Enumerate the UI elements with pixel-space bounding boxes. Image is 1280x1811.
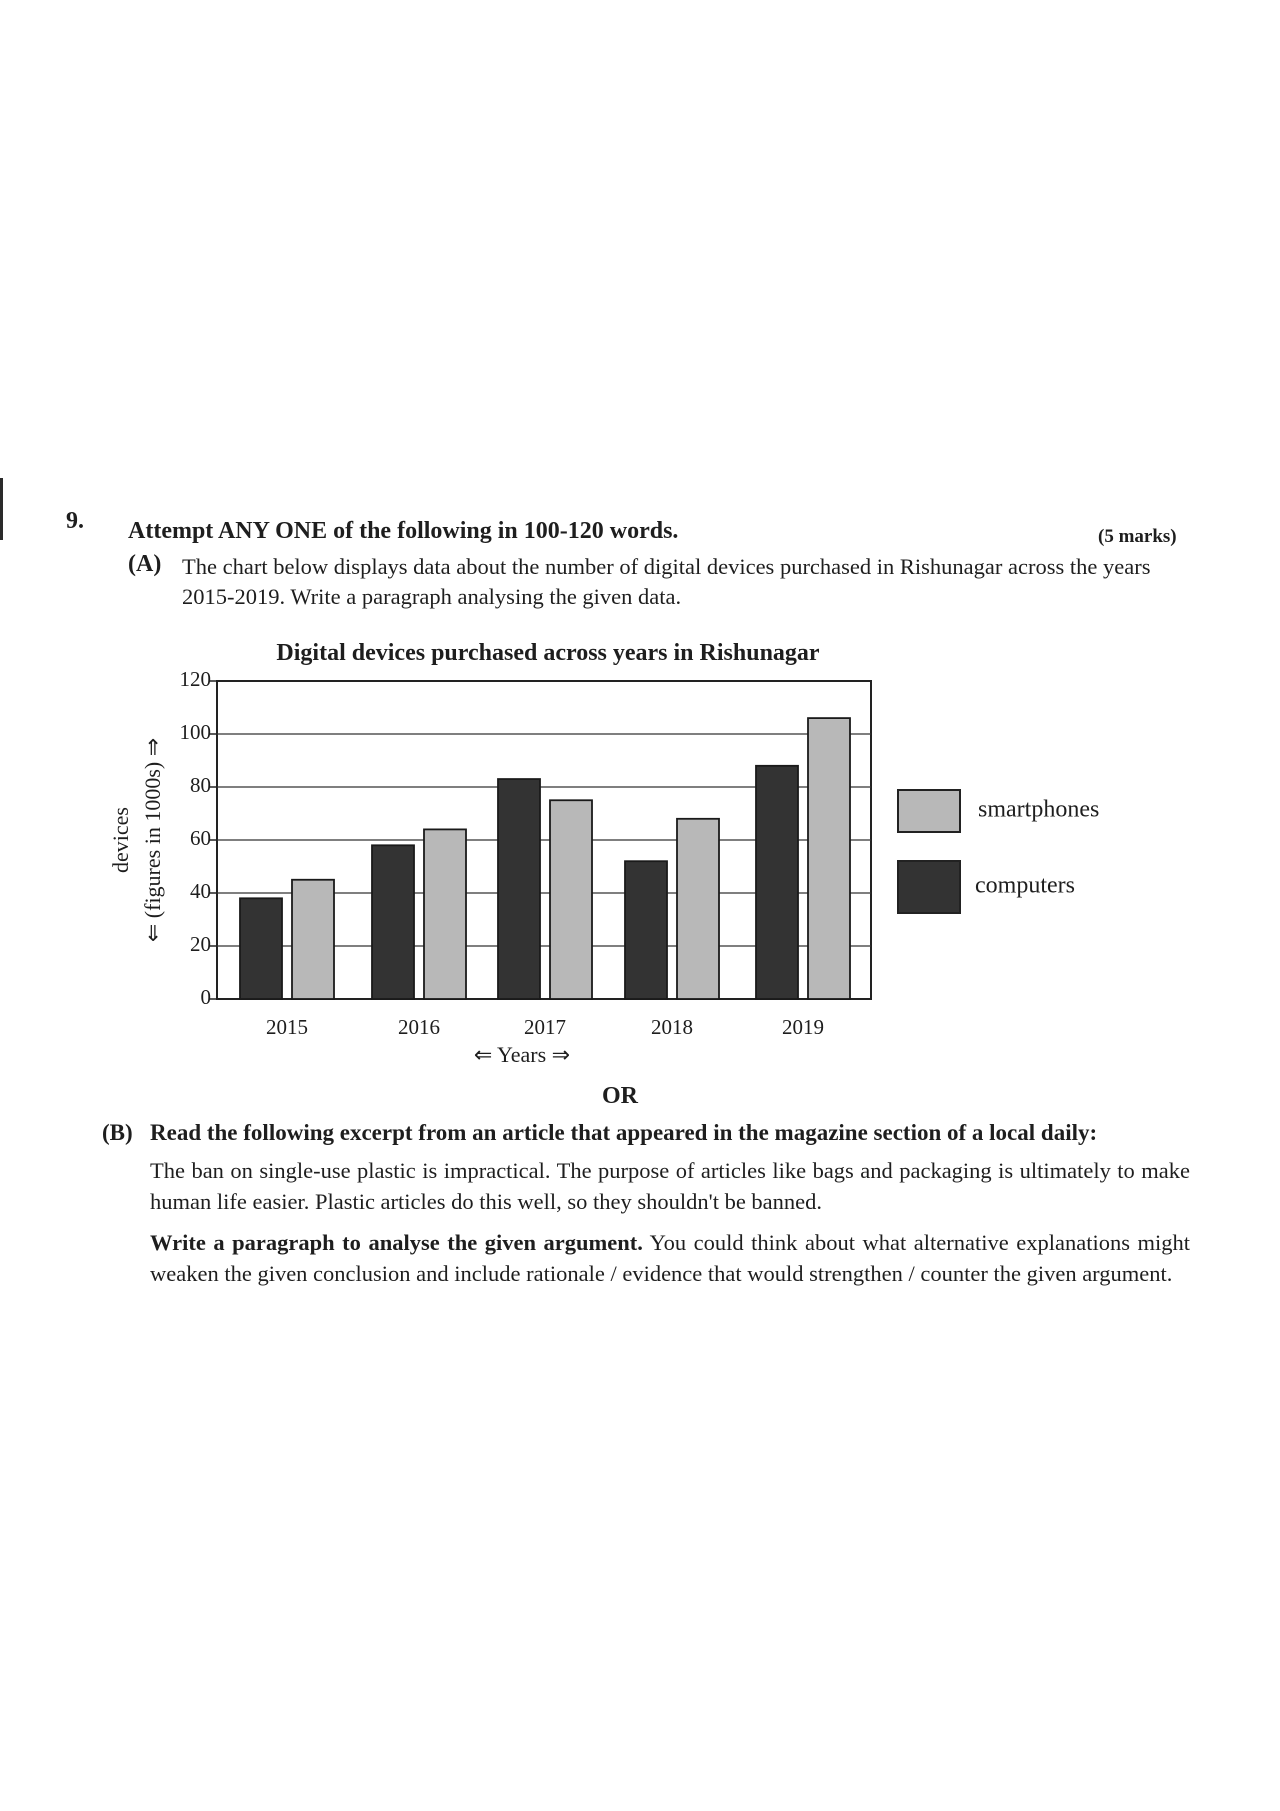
legend-swatch-smartphones <box>898 790 960 832</box>
option-b-task-rest: You could think about what alternative explanations might weaken the given conclusion and include rationale / evidence that would strengthen / counter the given argument. <box>150 1230 1190 1286</box>
bar-smartphones-2016 <box>424 829 466 999</box>
y-tick-label-40: 40 <box>190 878 211 903</box>
y-axis-label-devices: devices <box>108 807 133 873</box>
x-tick-label-2019: 2019 <box>782 1015 824 1039</box>
bar-computers-2017 <box>498 779 540 999</box>
option-b-task-bold: Write a paragraph to analyse the given argument. <box>150 1230 643 1255</box>
x-tick-label-2017: 2017 <box>524 1015 566 1039</box>
bar-computers-2015 <box>240 898 282 999</box>
bar-computers-2018 <box>625 861 667 999</box>
question-instruction: Attempt ANY ONE of the following in 100-120 words. <box>128 518 679 544</box>
option-a-label: (A) <box>128 551 162 577</box>
bar-computers-2016 <box>372 845 414 999</box>
option-a-text: The chart below displays data about the number of digital devices purchased in Rishunagar across the years 2015-2019. Write a paragraph analysing the given data. <box>182 554 1151 609</box>
y-axis-ticks <box>180 667 218 1009</box>
or-separator: OR <box>602 1083 638 1109</box>
question-marks: (5 marks) <box>1098 526 1177 547</box>
y-tick-label-0: 0 <box>200 984 211 1009</box>
y-tick-label-60: 60 <box>190 825 211 850</box>
x-axis-label: ⇐ Years ⇒ <box>473 1042 571 1067</box>
y-tick-label-20: 20 <box>190 931 211 956</box>
question-number: 9. <box>66 508 84 534</box>
x-tick-label-2015: 2015 <box>266 1015 308 1039</box>
legend-swatch-computers <box>898 861 960 913</box>
y-tick-label-100: 100 <box>179 719 211 744</box>
y-tick-label-120: 120 <box>179 666 211 691</box>
bar-smartphones-2019 <box>808 718 850 999</box>
bar-smartphones-2015 <box>292 880 334 999</box>
y-axis-label-units: ⇐ (figures in 1000s) ⇒ <box>140 737 165 943</box>
x-axis-ticks <box>266 1015 824 1039</box>
y-tick-label-80: 80 <box>190 772 211 797</box>
bar-smartphones-2018 <box>677 819 719 999</box>
legend-label-smartphones: smartphones <box>978 796 1100 823</box>
option-b-excerpt: The ban on single-use plastic is impractical. The purpose of articles like bags and packaging is ultimately to make human life easier. Plastic articles do this well, so they shouldn't be banned. <box>150 1158 1190 1214</box>
bar-smartphones-2017 <box>550 800 592 999</box>
x-tick-label-2018: 2018 <box>651 1015 693 1039</box>
option-b-intro: Read the following excerpt from an article that appeared in the magazine section of a local daily: <box>150 1120 1098 1145</box>
chart-title: Digital devices purchased across years in Rishunagar <box>276 640 820 666</box>
x-tick-label-2016: 2016 <box>398 1015 440 1039</box>
legend-label-computers: computers <box>975 872 1075 899</box>
option-b-task <box>150 1227 1190 1289</box>
option-b-label: (B) <box>102 1120 133 1145</box>
bar-computers-2019 <box>756 766 798 999</box>
